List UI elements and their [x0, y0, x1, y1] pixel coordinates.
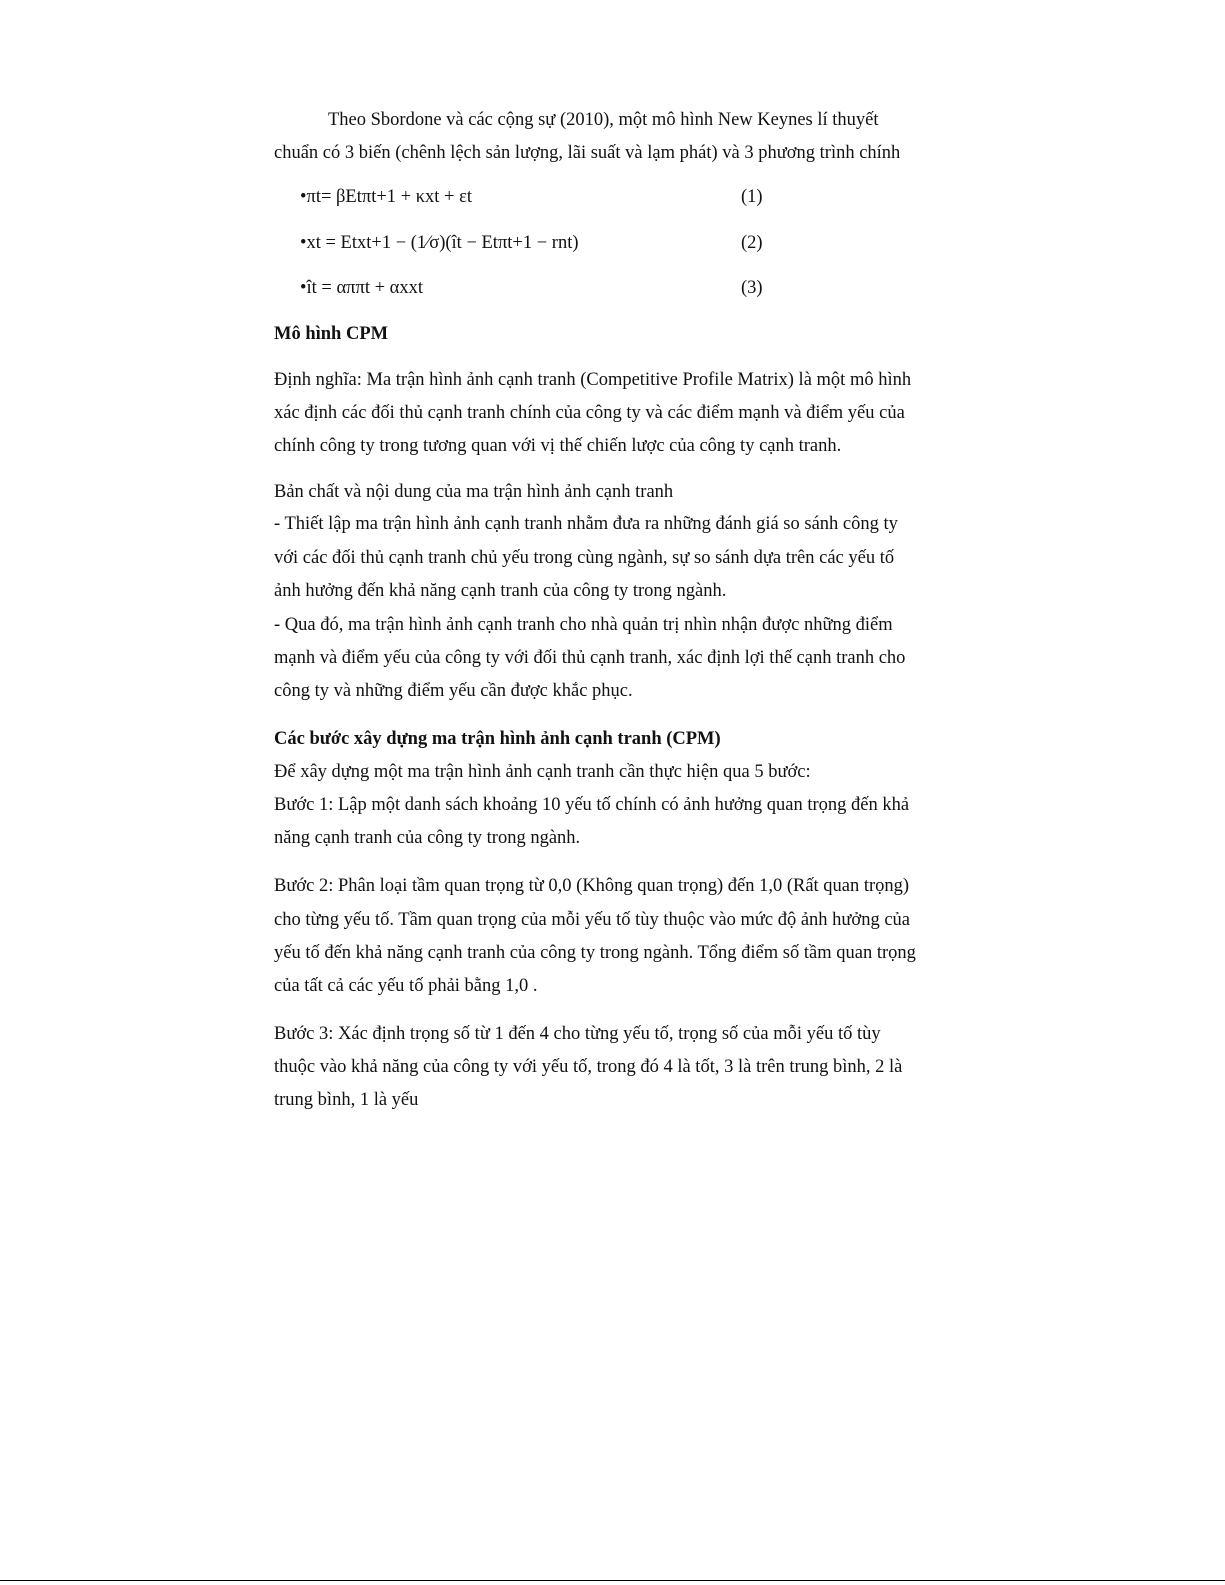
- step1-line: năng cạnh tranh của công ty trong ngành.: [274, 828, 581, 848]
- steps-heading: Các bước xây dựng ma trận hình ảnh cạnh tranh (CPM): [274, 729, 721, 749]
- definition-line-2: xác định các đối thủ cạnh tranh chính của công ty và các điểm mạnh và điểm yếu của: [274, 403, 905, 423]
- steps-intro: Để xây dựng một ma trận hình ảnh cạnh tranh cần thực hiện qua 5 bước:: [274, 762, 811, 782]
- step3-line: thuộc vào khả năng của công ty với yếu tố, trong đó 4 là tốt, 3 là trên trung bình, 2 là: [274, 1057, 903, 1077]
- step2-line: của tất cả các yếu tố phải bằng 1,0 .: [274, 976, 538, 996]
- step1-line: Bước 1: Lập một danh sách khoảng 10 yếu tố chính có ảnh hưởng quan trọng đến khả: [274, 795, 910, 815]
- step2-line: yếu tố đến khả năng cạnh tranh của công ty trong ngành. Tổng điểm số tầm quan trọng: [274, 943, 916, 963]
- intro-line-2: chuẩn có 3 biến (chênh lệch sản lượng, lãi suất và lạm phát) và 3 phương trình chính: [274, 143, 901, 163]
- nature-line: công ty và những điểm yếu cần được khắc phục.: [274, 681, 633, 701]
- nature-line: ảnh hưởng đến khả năng cạnh tranh của công ty trong ngành.: [274, 581, 727, 601]
- equation-3-formula: •ît = αππt + αxxt: [300, 278, 423, 298]
- definition-line-1: Định nghĩa: Ma trận hình ảnh cạnh tranh (Competitive Profile Matrix) là một mô hình: [274, 370, 912, 390]
- nature-line: với các đối thủ cạnh tranh chủ yếu trong cùng ngành, sự so sánh dựa trên các yếu tố: [274, 548, 895, 568]
- cpm-heading: Mô hình CPM: [274, 324, 389, 344]
- intro-line-1: Theo Sbordone và các cộng sự (2010), một mô hình New Keynes lí thuyết: [328, 110, 879, 130]
- step3-line: Bước 3: Xác định trọng số từ 1 đến 4 cho từng yếu tố, trọng số của mỗi yếu tố tùy: [274, 1024, 881, 1044]
- step2-line: cho từng yếu tố. Tầm quan trọng của mỗi yếu tố tùy thuộc vào mức độ ảnh hưởng của: [274, 910, 911, 930]
- equation-1-formula: •πt= βEtπt+1 + κxt + εt: [300, 187, 473, 207]
- step3-line: trung bình, 1 là yếu: [274, 1090, 419, 1110]
- definition-line-3: chính công ty trong tương quan với vị thế chiến lược của công ty cạnh tranh.: [274, 436, 842, 456]
- equation-2-formula: •xt = Etxt+1 − (1⁄σ)(ît − Etπt+1 − rnt): [300, 233, 579, 253]
- page-bottom-divider: [0, 1580, 1225, 1581]
- nature-heading: Bản chất và nội dung của ma trận hình ảnh cạnh tranh: [274, 482, 674, 502]
- equation-2-number: (2): [741, 233, 763, 253]
- nature-line: - Thiết lập ma trận hình ảnh cạnh tranh nhằm đưa ra những đánh giá so sánh công ty: [274, 514, 898, 534]
- nature-line: mạnh và điểm yếu của công ty với đối thủ cạnh tranh, xác định lợi thế cạnh tranh cho: [274, 648, 906, 668]
- equation-1-number: (1): [741, 187, 763, 207]
- step2-line: Bước 2: Phân loại tầm quan trọng từ 0,0 (Không quan trọng) đến 1,0 (Rất quan trọng): [274, 876, 910, 896]
- nature-line: - Qua đó, ma trận hình ảnh cạnh tranh cho nhà quản trị nhìn nhận được những điểm: [274, 615, 893, 635]
- equation-3-number: (3): [741, 278, 763, 298]
